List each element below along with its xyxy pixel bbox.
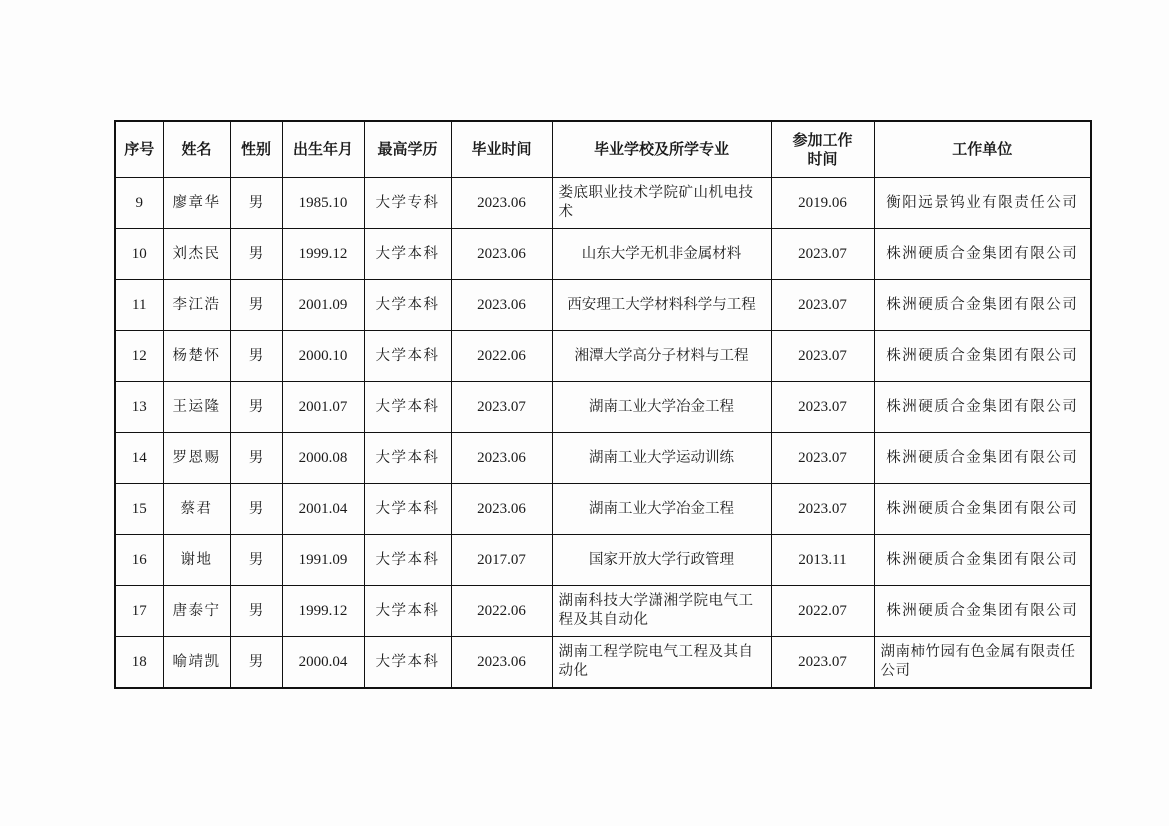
cell-work-start: 2023.07 (771, 331, 874, 382)
cell-school-major: 湖南工业大学冶金工程 (552, 382, 771, 433)
cell-name: 谢地 (163, 535, 230, 586)
cell-employer: 株洲硬质合金集团有限公司 (874, 229, 1091, 280)
header-row (115, 121, 1091, 178)
cell-grad-time: 2023.06 (451, 280, 552, 331)
cell-birth: 2001.07 (282, 382, 364, 433)
table-row (115, 433, 1091, 484)
cell-employer: 湖南柿竹园有色金属有限责任公司 (874, 637, 1091, 689)
cell-grad-time: 2023.06 (451, 178, 552, 229)
cell-gender: 男 (230, 229, 282, 280)
header-index: 序号 (115, 121, 163, 178)
header-birth: 出生年月 (282, 121, 364, 178)
cell-school-major: 国家开放大学行政管理 (552, 535, 771, 586)
cell-gender: 男 (230, 280, 282, 331)
table-body (115, 178, 1091, 689)
cell-education: 大学本科 (364, 484, 451, 535)
cell-name: 罗恩赐 (163, 433, 230, 484)
cell-employer: 株洲硬质合金集团有限公司 (874, 331, 1091, 382)
cell-work-start: 2023.07 (771, 433, 874, 484)
cell-school-major: 湖南工程学院电气工程及其自动化 (552, 637, 771, 689)
cell-school-major: 湖南工业大学冶金工程 (552, 484, 771, 535)
table-row (115, 586, 1091, 637)
cell-grad-time: 2023.06 (451, 484, 552, 535)
cell-work-start: 2022.07 (771, 586, 874, 637)
cell-education: 大学本科 (364, 433, 451, 484)
cell-index: 9 (115, 178, 163, 229)
cell-birth: 2001.04 (282, 484, 364, 535)
cell-school-major: 湖南工业大学运动训练 (552, 433, 771, 484)
cell-education: 大学本科 (364, 382, 451, 433)
cell-index: 13 (115, 382, 163, 433)
cell-school-major: 湘潭大学高分子材料与工程 (552, 331, 771, 382)
cell-school-major: 山东大学无机非金属材料 (552, 229, 771, 280)
cell-index: 17 (115, 586, 163, 637)
header-work-start: 参加工作时间 (771, 121, 874, 178)
cell-birth: 1991.09 (282, 535, 364, 586)
cell-gender: 男 (230, 331, 282, 382)
cell-school-major: 西安理工大学材料科学与工程 (552, 280, 771, 331)
cell-grad-time: 2023.06 (451, 433, 552, 484)
table-header (115, 121, 1091, 178)
cell-grad-time: 2022.06 (451, 586, 552, 637)
cell-name: 刘杰民 (163, 229, 230, 280)
table-row (115, 484, 1091, 535)
header-gender: 性别 (230, 121, 282, 178)
cell-name: 廖章华 (163, 178, 230, 229)
table-row (115, 178, 1091, 229)
cell-school-major: 娄底职业技术学院矿山机电技术 (552, 178, 771, 229)
header-school-major: 毕业学校及所学专业 (552, 121, 771, 178)
cell-education: 大学本科 (364, 331, 451, 382)
cell-grad-time: 2023.07 (451, 382, 552, 433)
cell-work-start: 2019.06 (771, 178, 874, 229)
cell-gender: 男 (230, 586, 282, 637)
cell-birth: 1999.12 (282, 229, 364, 280)
cell-birth: 2000.08 (282, 433, 364, 484)
cell-education: 大学本科 (364, 535, 451, 586)
cell-birth: 2000.04 (282, 637, 364, 689)
cell-name: 杨楚怀 (163, 331, 230, 382)
cell-gender: 男 (230, 382, 282, 433)
cell-name: 蔡君 (163, 484, 230, 535)
cell-employer: 株洲硬质合金集团有限公司 (874, 484, 1091, 535)
cell-name: 唐泰宁 (163, 586, 230, 637)
cell-work-start: 2023.07 (771, 280, 874, 331)
cell-gender: 男 (230, 535, 282, 586)
cell-index: 10 (115, 229, 163, 280)
cell-grad-time: 2023.06 (451, 229, 552, 280)
cell-gender: 男 (230, 433, 282, 484)
cell-birth: 2000.10 (282, 331, 364, 382)
cell-employer: 株洲硬质合金集团有限公司 (874, 433, 1091, 484)
cell-name: 喻靖凯 (163, 637, 230, 689)
cell-employer: 株洲硬质合金集团有限公司 (874, 586, 1091, 637)
cell-gender: 男 (230, 637, 282, 689)
personnel-table (114, 120, 1092, 689)
cell-grad-time: 2017.07 (451, 535, 552, 586)
table-row (115, 535, 1091, 586)
cell-education: 大学专科 (364, 178, 451, 229)
cell-grad-time: 2022.06 (451, 331, 552, 382)
cell-employer: 衡阳远景钨业有限责任公司 (874, 178, 1091, 229)
cell-employer: 株洲硬质合金集团有限公司 (874, 535, 1091, 586)
header-education: 最高学历 (364, 121, 451, 178)
header-grad-time: 毕业时间 (451, 121, 552, 178)
cell-name: 王运隆 (163, 382, 230, 433)
table-row (115, 637, 1091, 689)
cell-work-start: 2013.11 (771, 535, 874, 586)
cell-employer: 株洲硬质合金集团有限公司 (874, 280, 1091, 331)
cell-gender: 男 (230, 484, 282, 535)
cell-employer: 株洲硬质合金集团有限公司 (874, 382, 1091, 433)
cell-education: 大学本科 (364, 637, 451, 689)
cell-name: 李江浩 (163, 280, 230, 331)
cell-gender: 男 (230, 178, 282, 229)
cell-education: 大学本科 (364, 229, 451, 280)
cell-index: 16 (115, 535, 163, 586)
cell-work-start: 2023.07 (771, 484, 874, 535)
table-row (115, 382, 1091, 433)
cell-birth: 1999.12 (282, 586, 364, 637)
cell-school-major: 湖南科技大学潇湘学院电气工程及其自动化 (552, 586, 771, 637)
cell-index: 14 (115, 433, 163, 484)
cell-index: 12 (115, 331, 163, 382)
cell-education: 大学本科 (364, 586, 451, 637)
cell-work-start: 2023.07 (771, 382, 874, 433)
table-row (115, 331, 1091, 382)
cell-index: 11 (115, 280, 163, 331)
cell-birth: 1985.10 (282, 178, 364, 229)
cell-grad-time: 2023.06 (451, 637, 552, 689)
cell-index: 15 (115, 484, 163, 535)
table-row (115, 280, 1091, 331)
cell-birth: 2001.09 (282, 280, 364, 331)
table-row (115, 229, 1091, 280)
cell-work-start: 2023.07 (771, 229, 874, 280)
header-employer: 工作单位 (874, 121, 1091, 178)
cell-index: 18 (115, 637, 163, 689)
cell-work-start: 2023.07 (771, 637, 874, 689)
cell-education: 大学本科 (364, 280, 451, 331)
header-name: 姓名 (163, 121, 230, 178)
